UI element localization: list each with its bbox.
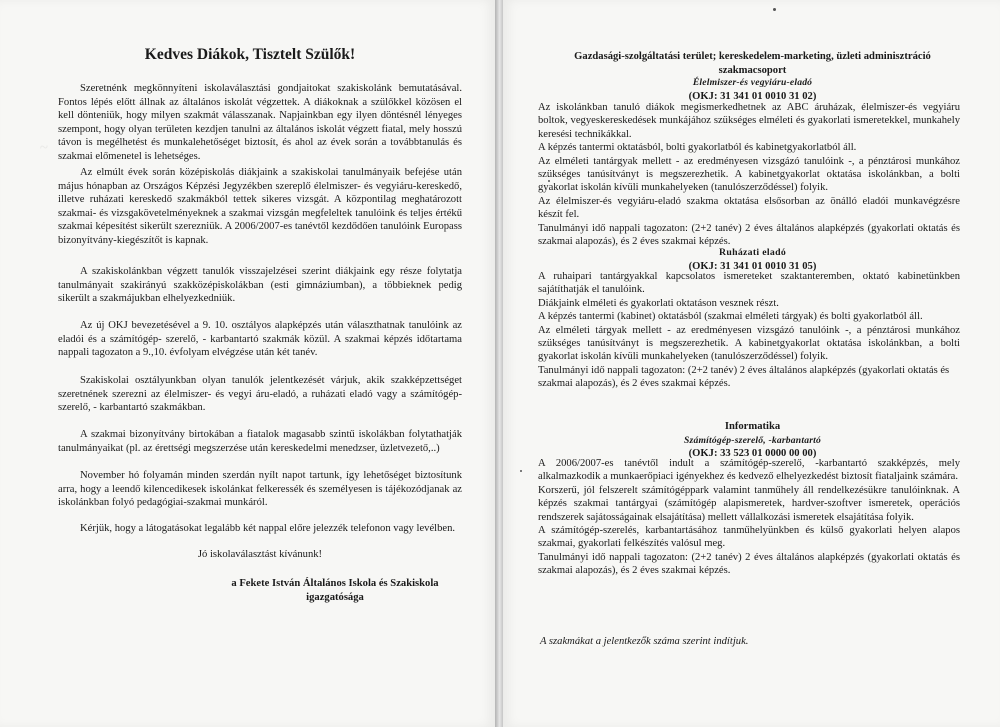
recruit-paragraph-block <box>58 374 462 415</box>
paragraph-further-study: A szakmai bizonyítvány birtokában a fiatalok magasabb szintű iskolákban folytathatják tanulmányaikat (pl. az érettségi megszerzése után kereskedelmi menedzser, üzletvezető,..) <box>58 429 462 454</box>
clothing-seller-okj-code: (OKJ: 31 341 01 0010 31 05) <box>688 260 817 272</box>
paragraph-feedback: A szakiskolánkban végzett tanulók visszajelzései szerint diákjaink egy része folytatja tanulmányait szakirányú szakközépiskolákban (esti gimnáziumban), a többieknek pedig sikerült a szakmájukban elhelyezkedniük. <box>58 266 462 305</box>
it-paragraph-equipment: Korszerű, jól felszerelt számítógéppark valamint tanműhely áll rendelkezésükre tanulóinknak. A képzés szakmai tantárgyai (számítógép alapismeretek, hardver-szoftver ismeretek, operációs rendszerek sajátosságainak elsajátítása) mellett vállalkozási ismeretek elsajátítása folyik. <box>538 484 960 523</box>
paragraph-visit-request: Kérjük, hogy a látogatásokat legalább két nappal előre jelezzék telefonon vagy levélben. <box>80 523 456 534</box>
section-header-line1: Gazdasági-szolgáltatási terület; kereskedelem-marketing, üzleti adminisztráció <box>574 51 931 62</box>
it-description <box>538 457 960 578</box>
paragraph-recruitment: Szakiskolai osztályunkban olyan tanulók jelentkezését várjuk, akik szakképzettséget szeretnének szerezni az élelmiszer- és vegyi áru-eladó, a ruházati eladó vagy a számítógép-szerelő, - karbantartó szakmákban. <box>58 375 462 414</box>
food-seller-okj-code: (OKJ: 31 341 01 0010 31 02) <box>688 90 817 102</box>
signature-block <box>205 577 465 605</box>
it-paragraph-duration: Tanulmányi idő nappali tagozaton: (2+2 tanév) 2 éves általános alapképzés (gyakorlati oktatás és szakmai alapozás), és 2 éves szakmai képzés. <box>538 551 960 577</box>
open-day-paragraph-block <box>58 469 462 510</box>
section-header <box>515 50 990 77</box>
it-paragraph-intro: A 2006/2007-es tanévtől indult a számítógép-szerelő, -karbantartó szakképzés, mely alkalmazkodik a munkaerőpiaci igényekhez és kedvező elhelyezkedést biztosít fiataljaink számára. <box>538 458 960 483</box>
page-fold <box>496 0 503 727</box>
clothing-paragraph-training: A képzés tantermi (kabinet) oktatásból (szakmai elméleti tárgyak) és bolti gyakorlatból áll. <box>538 311 923 323</box>
food-paragraph-duration: Tanulmányi idő nappali tagozaton: (2+2 tanév) 2 éves általános alapképzés (gyakorlati oktatás és szakmai alapozás), és 2 éves szakmai képzés. <box>538 222 960 248</box>
feedback-paragraph-block <box>58 265 462 306</box>
paper-speck <box>520 470 522 472</box>
clothing-seller-name: Ruházati eladó <box>718 247 787 258</box>
food-paragraph-cashier: Az elméleti tantárgyak mellett - az eredményesen vizsgázó tanulóink -, a pénztárosi munkához szükséges tanúsítványt is megszerezhetik. A kabinetgyakorlat oktatása iskolánkban, a bolti gyakorlat iskolán kívüli munkahelyeken (tanulószerződéssel) folyik. <box>538 155 960 194</box>
visit-paragraph-block <box>58 522 462 536</box>
closing-wish: Jó iskolaválasztást kívánunk! <box>197 549 323 560</box>
bleed-through-text: ~ <box>40 140 48 156</box>
clothing-seller-description <box>538 270 960 391</box>
paragraph-intro: Szeretnénk megkönnyíteni iskolaválasztási gondjaitokat szakiskolánk bemutatásával. Fontos lépés előtt állnak az általános iskolát végzettek. A diákoknak a szülőkkel közösen el kell dönteniük, hogy milyen szakmát válasszanak. Napjainkban egy ilyen döntésnél lényeges szempont, hogy olyan területen kezdjen tanulni az általános iskolát végzett fiatal, mely hosszú távon is megélhetést és munkalehetőséget biztosít, és ahol az évek során a továbbtanulás és szakmai előmenetel is lehetséges. <box>58 83 462 162</box>
food-paragraph-purpose: Az élelmiszer-és vegyiáru-eladó szakma oktatása elsősorban az önálló eladói munkavégzésre készít fel. <box>538 195 960 221</box>
section-header-line2: szakmacsoport <box>718 64 787 76</box>
paper-speck <box>773 8 776 11</box>
food-paragraph-training: A képzés tantermi oktatásból, bolti gyakorlatból és kabinetgyakorlatból áll. <box>538 142 857 154</box>
signature-directorate: igazgatósága <box>306 592 364 603</box>
food-seller-heading <box>515 76 990 103</box>
clothing-paragraph-duration: Tanulmányi idő nappali tagozaton: (2+2 tanév) 2 éves általános alapképzés (gyakorlati oktatás és <box>538 364 950 376</box>
footer-note: A szakmákat a jelentkezők száma szerint indítjuk. <box>540 636 749 647</box>
food-seller-name: Élelmiszer-és vegyiáru-eladó <box>692 77 813 88</box>
signature-school-name: a Fekete István Általános Iskola és Szakiskola <box>231 578 439 589</box>
paragraph-exams: Az elmúlt évek során középiskolás diákjaink a szakiskolai tanulmányaik befejése után május hónapban az Országos Képzési Jegyzékben szereplő élelmiszer- és vegyiáru-kereskedő, illetve ruházati kereskedő szakmákból tettek sikeres vizsgát. A központilag meghatározott szakmai- és vizsgakövetelményeknek a szakmai vizsgán megfeleltek tanulóink és teljes értékű szakmai képesítést sikerült szerezniük. A 2006/2007-es tanévtől kezdődően tanulóink Europass bizonyítvány-kiegészítőt is kapnak. <box>58 167 462 246</box>
it-heading <box>515 420 990 461</box>
paragraph-new-okj: Az új OKJ bevezetésével a 9. 10. osztályos alapképzés után választhatnak tanulóink az eladói és a számítógép- szerelő, - karbantartó szakmák közül. A szakmai képzés időtartama nappali tagozaton a 9.,10. évfolyam elvégzése után két tanév. <box>58 320 462 359</box>
paper-speck <box>548 180 550 182</box>
food-paragraph-intro: Az iskolánkban tanuló diákok megismerkedhetnek az ABC áruházak, élelmiszer-és vegyiáru boltok, vegyeskereskedések munkájához szükséges elméleti és gyakorlati ismeretekkel, munkahely keresési technikákkal. <box>538 102 960 140</box>
clothing-seller-heading <box>515 246 990 273</box>
food-seller-description <box>538 101 960 248</box>
okj-paragraph-block <box>58 319 462 360</box>
paragraph-open-day: November hó folyamán minden szerdán nyílt napot tartunk, így lehetőséget biztosítunk arra, hogy a leendő kilencedikesek iskolánkat felkeressék és személyesen is tájékozódjanak az iskolánkban folyó pedagógiai-szakmai munkáról. <box>58 470 462 509</box>
clothing-paragraph-cashier: Az elméleti tárgyak mellett - az eredményesen vizsgázó tanulóink -, a pénztárosi munkához szükséges tanúsítványt is megszerezhetik. A kabinetgyakorlat oktatása iskolánkban, a bolti gyakorlat iskolán kívüli munkahelyeken (tanulószerződéssel) folyik. <box>538 324 960 363</box>
further-study-paragraph-block <box>58 428 462 455</box>
exam-paragraph-block <box>58 166 462 248</box>
letter-title: Kedves Diákok, Tisztelt Szülők! <box>144 46 356 63</box>
clothing-paragraph-intro: A ruhaipari tantárgyakkal kapcsolatos ismereteket szaktanteremben, oktató kabinetünkben sajátíthatják el tanulóink. <box>538 271 960 296</box>
clothing-paragraph-duration-cont: szakmai alapozás), és 2 éves szakmai képzés. <box>538 378 731 390</box>
it-paragraph-practice: A számítógép-szerelés, karbantartásához tanműhelyünkben és külső gyakorlati helyen alapos szakmai, gyakorlati felkészítés valósul meg. <box>538 525 960 550</box>
it-okj-code: (OKJ: 33 523 01 0000 00 00) <box>688 448 817 459</box>
it-category-title: Informatika <box>724 421 781 432</box>
it-profession-name: Számítógép-szerelő, -karbantartó <box>684 434 821 446</box>
intro-paragraph-block <box>58 82 462 164</box>
clothing-paragraph-theory: Diákjaink elméleti és gyakorlati oktatáson vesznek részt. <box>538 297 779 309</box>
